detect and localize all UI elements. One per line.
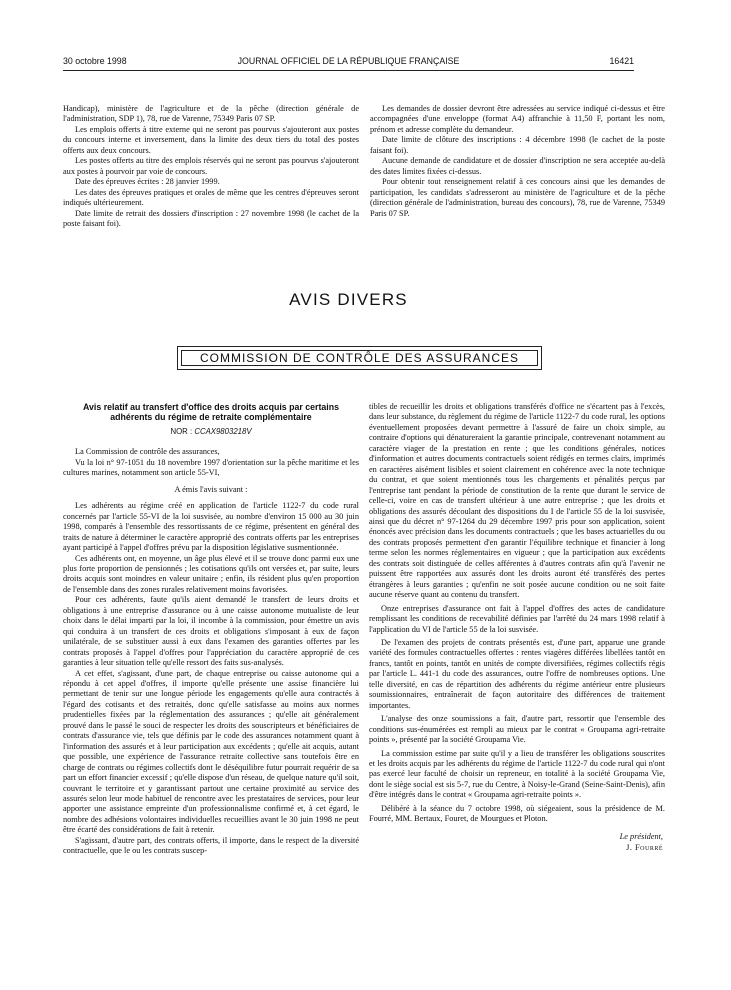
section-title: AVIS DIVERS [289,290,408,309]
paragraph: Les emplois offerts à titre externe qui ne seront pas pourvus s'ajouteront aux postes du concours interne et inversement, dans la limite des deux tiers du total des postes offerts aux deux concours. [63,124,359,155]
signature-role: Le président, [619,831,663,841]
paragraph: Date des épreuves écrites : 28 janvier 1999. [75,177,220,187]
paragraph: tibles de recueillir les droits et obligations transférés d'office ne s'écartent pas à l'excès, dans leur substance, du règlement du régime de l'article 1122-7 du code rural, les options éventuellement proposées devant permettre à l'assuré de faire un choix simple, au contraire d'options qui dénatureraient la garantie principale, contrevenant notamment au caractère viager de la prestation en rente ; que les conditions générales, notices d'information et autres documents contractuels soient rédigés en termes clairs, imprimés en caractères aisément lisibles et soient clairement en cohérence avec la note technique du contrat, et que soient mentionnés tous les chargements et pénalités perçus par l'entreprise tant pendant la période de constitution de la rente que durant le service de celle-ci, voire en cas de transfert ultérieur à une autre entreprise ; que les droits et obligations des assurés découlant des dispositions du I de l'article 55 de la loi susvisée, ainsi que du décret n° 97-1264 du 29 décembre 1997 pris pour son application, soient énoncés avec précision dans les documents contractuels ; que les bases actuarielles du ou des contrats proposés permettent d'en garantir l'équilibre technique et financier à long terme selon les normes réglementaires en vigueur ; que la participation aux excédents des contrats soit distinguée de celles afférentes à d'autres contrats afin qu'à l'avenir ne puissent être rapportées aux assurés dont les droits auront été transférés des pertes étrangères à leurs garanties ; qu'enfin ne soit posée aucune condition ou ne soit faite aucune réserve quant au contenu du transfert. [369,402,665,600]
paragraph: S'agissant, d'autre part, des contrats offerts, il importe, dans le respect de la diversité contractuelle, que le ou les contrats suscep- [63,835,359,856]
paragraph: La commission estime par suite qu'il y a lieu de transférer les obligations souscrites et les droits acquis par les adhérents du régime de l'article 1122-7 du code rural qui n'ont pas exercé leur faculté de choisir un repreneur, en totalité à la société Groupama Vie, dont le siège social est sis 5-7, rue du Centre, à Noisy-le-Grand (Seine-Saint-Denis), afin d'être intégrés dans le contrat « Groupama agri-retraite points ». [369,748,665,800]
paragraph: La Commission de contrôle des assurances, [75,447,220,457]
paragraph: Date limite de retrait des dossiers d'inscription : 27 novembre 1998 (le cachet de la poste faisant foi). [63,208,359,228]
header-date: 30 octobre 1998 [63,56,127,66]
paragraph: Les adhérents au régime créé en application de l'article 1122-7 du code rural concernés par l'article 55-VI de la loi susvisée, au nombre d'environ 15 000 au 30 juin 1998, comparés à l'ensemble des ressortissants de ce régime, présentent en général des traits de nature à déterminer le caractère approprié des contrats offerts par les entreprises ayant participé à l'appel d'offres prévu par la disposition législative susmentionnée. [63,501,359,553]
paragraph: Handicap), ministère de l'agriculture et de la pêche (direction générale de l'administration, SDP 1), 78, rue de Varenne, 75349 Paris 07 SP. [63,104,359,124]
paragraph: De l'examen des projets de contrats présentés est, d'une part, apparue une grande variété des formules contractuelles offertes : rentes viagères différées libellées tantôt en francs, tantôt en points, tantôt en unités de compte diversifiées, régimes collectifs régis par l'article L. 441-1 du code des assurances, outre l'offre de nombreuses options. Une telle diversité, en cas de répartition des adhérents du régime antérieur entre plusieurs soumissionnaires, entraînerait de façon autoritaire des différences de traitement importantes. [369,637,665,710]
signature-name: J. Fourré [626,842,663,852]
commission-title: COMMISSION DE CONTRÔLE DES ASSURANCES [181,350,538,366]
paragraph: Vu la loi n° 97-1051 du 18 novembre 1997 d'orientation sur la pêche maritime et les cultures marines, notamment son article 55-VI, [63,457,359,478]
paragraph: A cet effet, s'agissant, d'une part, de chaque entreprise ou caisse autonome qui a répondu à cet appel d'offres, il importe qu'elle présente une assise financière lui permettant de tenir sur une longue période les engagements qu'elle aura contractés à l'égard des cotisants et des retraités, donc qu'elle satisfasse au moins aux normes prudentielles fixées par la réglementation des assurances ; qu'elle ait généralement prouvé dans le passé le souci de respecter les droits des souscripteurs et bénéficiaires de contrats d'assurance vie, tels que définis par le code des assurances notamment quant à l'information des assurés et à leur participation aux excédents ; qu'elle ait acquis, autant que possible, une expérience de l'assurance retraite collective sans toutefois être en charge de contrats ou régimes collectifs dont le déséquilibre futur pourrait requérir de sa part un effort financier excessif ; qu'elle dispose d'un réseau, de quelque nature qu'il soit, couvrant le territoire et y garantissant partout une certaine proximité au service des assurés selon leur mode habituel de rencontre avec les prestataires de services, pour leur apporter une assistance empreinte d'un professionnalisme confirmé et, à cet égard, le nombre des adhésions volontaires individuelles recueillies avant le 30 juin 1998 ne peut être écarté des considérations de fait à retenir. [63,668,359,835]
paragraph: Aucune demande de candidature et de dossier d'inscription ne sera acceptée au-delà des dates limites fixées ci-dessus. [370,156,665,176]
top-left-column [63,104,359,246]
paragraph: Les postes offerts au titre des emplois réservés qui ne seront pas pourvus s'ajouteront aux postes à pourvoir par voie de concours. [63,156,359,176]
paragraph: Onze entreprises d'assurance ont fait à l'appel d'offres des actes de candidature remplissant les conditions de recevabilité définies par l'arrêté du 24 mars 1998 relatif à l'application du VI de l'article 55 de la loi susvisée. [369,603,665,634]
top-right-column [370,104,665,246]
nor-code: CCAX9803218V [194,427,252,436]
notice-title: Avis relatif au transfert d'office des droits acquis par certains adhérents du régime de retraite complémentaire [83,402,339,422]
nor-reference [63,427,359,437]
running-head [63,56,634,68]
commission-heading-box [177,346,542,370]
paragraph: Pour obtenir tout renseignement relatif à ces concours ainsi que les demandes de participation, les candidats s'adresseront au ministère de l'agriculture et de la pêche (direction générale de l'administration, bureau des concours), 78, rue de Varenne, 75349 Paris 07 SP. [370,177,665,218]
paragraph: Les dates des épreuves pratiques et orales de même que les centres d'épreuves seront indiqués ultérieurement. [63,187,359,208]
paragraph: L'analyse des onze soumissions a fait, d'autre part, ressortir que l'ensemble des conditions sus-énumérées est rempli au mieux par le contrat « Groupama agri-retraite points », présenté par la société Groupama Vie. [369,714,665,745]
paragraph: Ces adhérents ont, en moyenne, un âge plus élevé et il se trouve donc parmi eux une plus forte proportion de pensionnés ; les cotisations qu'ils ont versées et, par suite, leurs droits acquis sont moindres en valeur unitaire ; enfin, ils résident plus qu'en proportion de l'ensemble dans des zones rurales relativement moins favorisées. [63,553,359,594]
header-rule [63,70,634,71]
header-page-number: 16421 [609,56,634,66]
nor-label: NOR : [170,427,193,436]
notice-left-column [63,402,359,952]
paragraph: Pour ces adhérents, faute qu'ils aient demandé le transfert de leurs droits et obligations à une entreprise d'assurance ou à une caisse autonome mutualiste de leur choix dans le délai imparti par la loi, il incombe à la commission, pour émettre un avis qui conduira à un transfert de ces droits et obligations s'imposant à eux de façon unilatérale, de se substituer aussi à eux dans l'examen des garanties offertes par les contrats proposés à l'appel d'offres pour l'appréciation du caractère approprié de ces garanties à leur situation telle qu'elle ressort des faits sus-analysés. [63,595,359,668]
paragraph: Date limite de clôture des inscriptions : 4 décembre 1998 (le cachet de la poste faisant foi). [370,135,665,155]
paragraph: Les demandes de dossier devront être adressées au service indiqué ci-dessus et être accompagnées d'une enveloppe (format A4) affranchie à 11,50 F, portant les nom, prénom et adresse complète du demandeur. [370,104,665,134]
notice-right-column [369,402,665,962]
signature-block [369,831,665,853]
paragraph: Délibéré à la séance du 7 octobre 1998, où siégeaient, sous la présidence de M. Fourré, MM. Bertaux, Fouret, de Mourgues et Ploton. [369,803,665,824]
header-title: JOURNAL OFFICIEL DE LA RÉPUBLIQUE FRANÇAISE [237,56,460,66]
emits-line: A émis l'avis suivant : [174,484,248,494]
